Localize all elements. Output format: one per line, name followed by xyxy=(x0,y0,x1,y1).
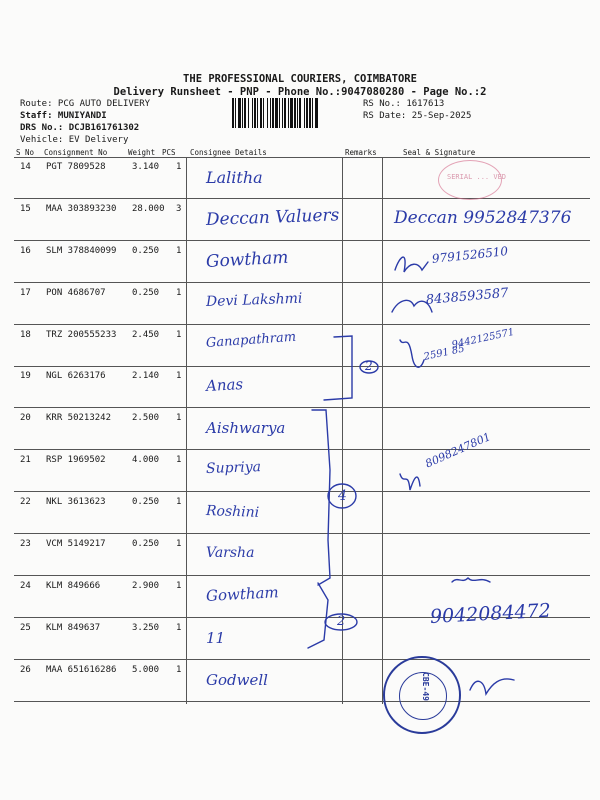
bracket-rows-20-23 xyxy=(312,410,330,585)
row-consignee-handwritten: Ganapathram xyxy=(205,329,297,351)
row-weight: 2.450 xyxy=(132,330,160,340)
row-consignment-no: PGT 7809528 xyxy=(46,162,106,172)
row-weight: 0.250 xyxy=(132,497,160,507)
phone-row16: 9791526510 xyxy=(431,244,509,266)
row-sno: 19 xyxy=(20,371,31,381)
row-pcs: 1 xyxy=(176,665,182,675)
row-pcs: 1 xyxy=(176,413,182,423)
row-consignment-no: MAA 303893230 xyxy=(46,204,117,214)
rs-number: RS No.: 1617613 xyxy=(363,99,445,109)
circle-2b xyxy=(325,614,357,630)
route-label: Route: PCG AUTO DELIVERY xyxy=(20,99,151,109)
row-sno: 16 xyxy=(20,246,31,256)
rs-date: RS Date: 25-Sep-2025 xyxy=(363,111,472,121)
row-consignment-no: VCM 5149217 xyxy=(46,539,106,549)
row-consignee-handwritten: Gowtham xyxy=(205,247,289,272)
signature-row18 xyxy=(400,340,424,367)
row-weight: 3.250 xyxy=(132,623,160,633)
staff-label: Staff: MUNIYANDI xyxy=(20,111,107,121)
row-sno: 22 xyxy=(20,497,31,507)
bracket-rows-24-25 xyxy=(308,583,328,648)
col-remarks: Remarks xyxy=(345,148,377,157)
row-pcs: 1 xyxy=(176,288,182,298)
row-weight: 4.000 xyxy=(132,455,160,465)
row-consignment-no: PON 4686707 xyxy=(46,288,106,298)
row-consignee-handwritten: Supriya xyxy=(205,459,262,477)
row-consignment-no: NGL 6263176 xyxy=(46,371,106,381)
row-consignee-handwritten: 11 xyxy=(206,629,226,647)
row-pcs: 1 xyxy=(176,330,182,340)
row-weight: 2.500 xyxy=(132,413,160,423)
row-consignee-handwritten: Godwell xyxy=(206,671,268,689)
drs-number: DRS No.: DCJB161761302 xyxy=(20,123,140,133)
row-weight: 0.250 xyxy=(132,288,160,298)
phone-row21: 8098247801 xyxy=(423,430,493,471)
row-pcs: 1 xyxy=(176,246,182,256)
phone-row18b: 9442125571 xyxy=(450,326,516,351)
row-consignment-no: KRR 50213242 xyxy=(46,413,112,423)
runsheet-subtitle: Delivery Runsheet - PNP - Phone No.:9047080280 - Page No.:2 xyxy=(113,86,487,98)
col-pcs: PCS xyxy=(162,148,176,157)
row-weight: 2.900 xyxy=(132,581,160,591)
bracket-label-4: 4 xyxy=(338,488,347,504)
row-consignment-no: MAA 651616286 xyxy=(46,665,117,675)
col-consignee: Consignee Details xyxy=(190,148,267,157)
row-weight: 2.140 xyxy=(132,371,160,381)
row-weight: 0.250 xyxy=(132,246,160,256)
row-sno: 21 xyxy=(20,455,31,465)
row-weight: 0.250 xyxy=(132,539,160,549)
row-consignee-handwritten: Aishwarya xyxy=(206,419,286,437)
row-consignee-handwritten: Gowtham xyxy=(205,583,280,605)
row-consignment-no: KLM 849666 xyxy=(46,581,101,591)
signature-row21 xyxy=(400,474,420,490)
company-seal-center: CBE-49 xyxy=(420,672,430,701)
row-pcs: 1 xyxy=(176,623,182,633)
row-consignment-no: KLM 849637 xyxy=(46,623,101,633)
row-consignment-no: RSP 1969502 xyxy=(46,455,106,465)
row-consignment-no: NKL 3613623 xyxy=(46,497,106,507)
vehicle-label: Vehicle: EV Delivery xyxy=(20,135,129,145)
signature-row16 xyxy=(395,257,428,272)
col-sno: S No xyxy=(16,148,35,157)
row-pcs: 3 xyxy=(176,204,182,214)
row-consignee-handwritten: Devi Lakshmi xyxy=(205,290,303,310)
circle-2a xyxy=(360,361,378,373)
row-weight: 3.140 xyxy=(132,162,160,172)
row-consignee-handwritten: Varsha xyxy=(206,545,255,561)
row-sno: 24 xyxy=(20,581,31,591)
phone-row24: 9042084472 xyxy=(429,599,552,628)
row-pcs: 1 xyxy=(176,371,182,381)
row-sno: 17 xyxy=(20,288,31,298)
col-weight: Weight xyxy=(128,148,156,157)
row-sno: 25 xyxy=(20,623,31,633)
row-pcs: 1 xyxy=(176,162,182,172)
row-pcs: 1 xyxy=(176,455,182,465)
signature-row26 xyxy=(470,679,514,694)
bracket-rows-18-19 xyxy=(324,336,352,400)
row-sno: 15 xyxy=(20,204,31,214)
row-consignee-handwritten: Roshini xyxy=(205,503,260,521)
row-consignment-no: SLM 378840099 xyxy=(46,246,117,256)
row-pcs: 1 xyxy=(176,539,182,549)
bracket-label-2b: 2 xyxy=(337,614,346,629)
row-sno: 26 xyxy=(20,665,31,675)
row-consignee-handwritten: Lalitha xyxy=(206,168,263,187)
company-seal xyxy=(383,656,461,734)
bracket-label-2a: 2 xyxy=(365,359,373,373)
company-title: THE PROFESSIONAL COURIERS, COIMBATORE xyxy=(183,73,417,85)
row-consignee-handwritten: Deccan Valuers xyxy=(205,205,340,230)
phone-row18: 2591 85 xyxy=(422,343,466,363)
signature-row24 xyxy=(452,578,490,582)
row-sno: 20 xyxy=(20,413,31,423)
row-pcs: 1 xyxy=(176,581,182,591)
row-sno: 18 xyxy=(20,330,31,340)
row-consignee-handwritten: Anas xyxy=(205,375,244,395)
row-sno: 23 xyxy=(20,539,31,549)
row-pcs: 1 xyxy=(176,497,182,507)
deccan-signature: Deccan 9952847376 xyxy=(394,208,572,228)
row-sno: 14 xyxy=(20,162,31,172)
row-weight: 5.000 xyxy=(132,665,160,675)
signature-row17 xyxy=(392,300,432,312)
row-consignment-no: TRZ 200555233 xyxy=(46,330,117,340)
row-weight: 28.000 xyxy=(132,204,165,214)
col-consignment: Consignment No xyxy=(44,148,108,157)
phone-row17: 8438593587 xyxy=(425,285,510,308)
serial-stamp-text: SERIAL ... VED xyxy=(447,173,507,181)
circle-4 xyxy=(328,484,356,508)
col-seal: Seal & Signature xyxy=(403,148,476,157)
